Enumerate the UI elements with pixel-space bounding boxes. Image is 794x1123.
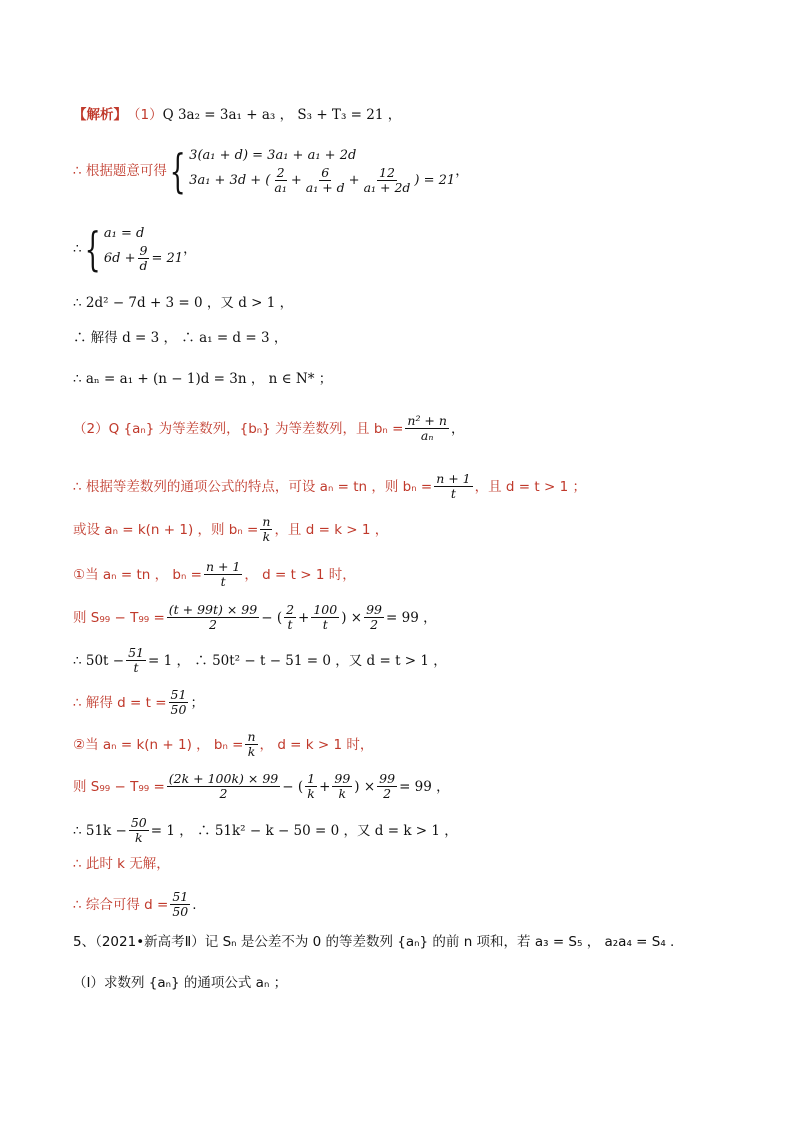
comma: ， [183,240,197,257]
fraction [138,244,150,273]
problem5-stem: 5、（2021•新高考Ⅱ）记 Sₙ 是公差不为 0 的等差数列 {aₙ} 的前 n 项和，若 a₃ = S₅ ， a₂a₄ = S₄ . [73,934,675,950]
fraction-numerator: n [247,729,256,744]
case2-step-line [73,816,458,845]
case1-eq-line [73,603,437,632]
solution-header-line [73,106,401,124]
system1-row2-left: 3a₁ + 3d + ( [189,172,271,188]
case1-prefix: ①当 aₙ = tn ， bₙ = [73,566,202,583]
fraction-numerator: (2k + 100k) × 99 [168,771,279,786]
problem5-part1: （Ⅰ）求数列 {aₙ} 的通项公式 aₙ ； [73,975,288,991]
equation-system-1 [167,143,456,198]
assume2-prefix: 或设 aₙ = k(n + 1) ，则 bₙ = [73,521,259,538]
fraction-denominator: d [139,258,148,273]
system2-row2 [104,244,183,273]
fraction [126,646,146,675]
fraction-numerator: 9 [139,243,148,258]
part1-given: Q 3a₂ = 3a₁ + a₃ ， S₃ + T₃ = 21 ， [162,107,402,123]
fraction-numerator: n [262,514,271,529]
fraction-numerator: n + 1 [205,559,241,574]
system1-row2-right: ) = 21 [414,172,456,188]
fraction-denominator: 50 [170,702,187,717]
fraction [170,890,190,919]
case2-nosolution-line [73,855,170,873]
fraction-numerator: n² + n [407,413,447,428]
fraction [304,166,347,195]
system2-line [73,221,197,276]
fraction [305,772,317,801]
fraction-denominator: k [135,830,143,845]
fraction-numerator: 51 [172,889,189,904]
case2-prefix: ②当 aₙ = k(n + 1) ， bₙ = [73,736,244,753]
system2-row1: a₁ = d [103,226,145,241]
fraction-denominator: k [247,744,256,759]
fraction-denominator: a₁ [274,180,287,195]
fraction-denominator: t [287,617,293,632]
fraction-denominator: k [307,786,315,801]
fraction-denominator: 50 [172,904,189,919]
system1-row2: 3a₁ + 3d + ( $\frac{2}{\text{a₁}}$ + $\frac{6}{\text{a₁ + d}}$ + $\frac{12}{\text{a₁ + 2d}}$ ) = 21 [189,165,456,195]
assume1-suffix: ，且 d = t > 1 ； [474,478,586,495]
quadratic-line: ∴ 2d² − 7d + 3 = 0 ，又 d > 1 ， [73,295,294,311]
case1-step-prefix: ∴ 50t − [73,652,125,669]
case2-eq-prefix: 则 S₉₉ − T₉₉ = [73,778,165,795]
case1-result-prefix: ∴ 解得 d = t = [73,694,167,711]
case2-eq-plus: + [319,778,331,795]
case1-eq-mid2: ) × [341,609,363,626]
fraction-numerator: 2 [276,165,285,180]
fraction [362,166,413,195]
fraction-denominator: 2 [383,786,392,801]
left-brace-icon: { [169,143,186,198]
assume2-suffix: ，且 d = k > 1 ， [274,521,389,538]
part2-line [73,414,464,443]
fraction-numerator: 99 [334,771,351,786]
fraction [332,772,352,801]
fraction-denominator: k [262,529,271,544]
assume1-line [73,472,586,501]
fraction [167,772,280,801]
equation-system-2 [82,221,184,276]
fraction-numerator: 1 [307,771,316,786]
fraction [272,166,288,195]
part2-suffix: ， [450,420,465,437]
comma: ， [455,162,469,179]
fraction-numerator: 100 [313,602,338,617]
fraction-denominator: t [220,574,226,589]
left-brace-icon: { [84,221,101,276]
problem5-stem-line [73,933,674,951]
fraction [434,472,472,501]
fraction [405,414,449,443]
system2-row2-left: 6d + [103,250,136,266]
system1-row1: 3(a₁ + d) = 3a₁ + a₁ + 2d [189,148,357,163]
fraction-numerator: 2 [286,602,295,617]
case2-step-suffix: = 1 ， ∴ 51k² − k − 50 = 0 ，又 d = k > 1 ， [150,822,458,839]
case1-line [73,560,356,589]
assume2-line [73,515,388,544]
fraction-denominator: aₙ [420,428,434,443]
fraction-denominator: t [133,660,139,675]
fraction-numerator: 51 [170,687,187,702]
therefore-symbol: ∴ [73,240,82,257]
case1-result-suffix: ； [190,694,204,711]
fraction-numerator: 50 [130,815,147,830]
final-line [73,890,197,919]
case1-eq-plus: + [298,609,310,626]
fraction [167,603,259,632]
fraction [260,515,272,544]
case1-step-line [73,646,447,675]
fraction-denominator: 2 [219,786,228,801]
final-suffix: . [192,896,197,913]
system2-row2-right: = 21 [151,250,184,266]
assume1-prefix: ∴ 根据等差数列的通项公式的特点，可设 aₙ = tn ，则 bₙ = [73,478,433,495]
fraction-numerator: 6 [321,165,330,180]
fraction [169,688,189,717]
fraction-denominator: 2 [370,617,379,632]
fraction-numerator: 12 [379,165,395,180]
fraction-denominator: a₁ + d [305,180,345,195]
fraction-numerator: (t + 99t) × 99 [168,602,258,617]
solve-d-line: ∴ 解得 d = 3 ， ∴ a₁ = d = 3 ， [73,330,288,346]
fraction-numerator: n + 1 [436,471,471,486]
case2-step-prefix: ∴ 51k − [73,822,127,839]
case2-eq-mid1: − ( [282,778,304,795]
fraction [311,603,339,632]
case1-step-suffix: = 1 ， ∴ 50t² − t − 51 = 0 ，又 d = t > 1 ， [148,652,447,669]
case2-suffix: ， d = k > 1 时， [259,736,374,753]
fraction [364,603,384,632]
part2-prefix: （2）Q {aₙ} 为等差数列，{bₙ} 为等差数列，且 bₙ = [73,420,404,437]
system1-line [73,143,469,198]
case1-eq-end: = 99 ， [386,609,437,626]
case2-line [73,730,373,759]
final-prefix: ∴ 综合可得 d = [73,896,169,913]
fraction-denominator: k [338,786,347,801]
case2-nosolution: ∴ 此时 k 无解， [73,856,170,872]
fraction-denominator: t [450,486,456,501]
step-by-problem: ∴ 根据题意可得 [73,162,167,179]
fraction [129,816,149,845]
fraction-denominator: a₁ + 2d [363,180,411,195]
general-term-line: ∴ aₙ = a₁ + (n − 1)d = 3n ， n ∈ N* ； [73,371,333,387]
case1-result-line [73,688,204,717]
fraction-denominator: 2 [209,617,217,632]
fraction [245,730,257,759]
case2-eq-line [73,772,450,801]
fraction-numerator: 99 [379,771,396,786]
case2-eq-mid2: ) × [354,778,376,795]
fraction-numerator: 99 [366,602,382,617]
fraction-denominator: t [322,617,328,632]
case2-eq-end: = 99 ， [399,778,450,795]
problem5-part1-line [73,974,287,992]
fraction-numerator: 51 [128,645,144,660]
fraction [204,560,242,589]
solution-tag: 【解析】 [73,107,127,123]
case1-eq-prefix: 则 S₉₉ − T₉₉ = [73,609,165,626]
case1-suffix: ， d = t > 1 时， [244,566,356,583]
fraction [284,603,296,632]
part1-label: （1） [127,107,163,123]
case1-eq-mid1: − ( [261,609,283,626]
fraction [377,772,397,801]
